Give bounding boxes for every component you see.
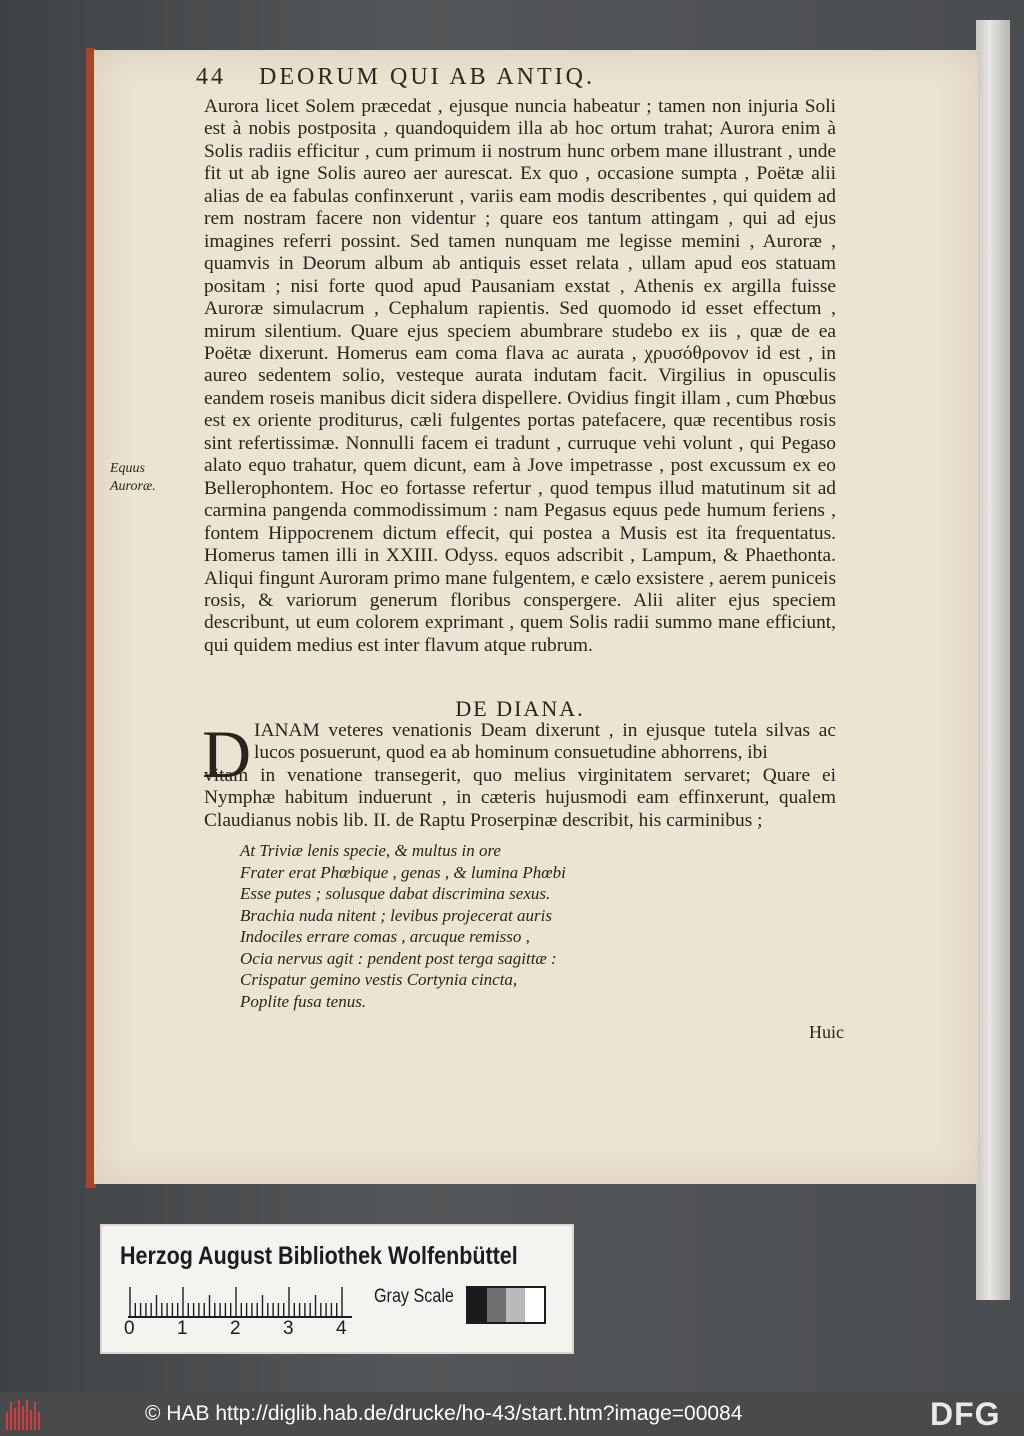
footer-bar bbox=[0, 1392, 1024, 1436]
verse-line: Indociles errare comas , arcuque remisso , bbox=[240, 927, 530, 946]
verse-line: At Triviæ lenis specie, & multus in ore bbox=[240, 841, 501, 860]
verse-block bbox=[240, 840, 760, 1012]
paragraph-diana: vitam in venatione transegerit, quo melius virginitatem servaret; Quare ei Nymphæ habitum induerunt , in cæteris hujusmodi eam effinxerunt, qualem Claudianus nobis lib. II. de Raptu Proserpinæ describit, his carminibus ; bbox=[204, 765, 836, 831]
running-header bbox=[196, 64, 796, 96]
verse-line: Crispatur gemino vestis Cortynia cincta, bbox=[240, 970, 518, 989]
next-page-leaf bbox=[976, 20, 1010, 1300]
gray-swatch bbox=[487, 1288, 506, 1322]
gray-scale-label: Gray Scale bbox=[374, 1286, 454, 1307]
gray-scale-swatches bbox=[466, 1286, 546, 1324]
section-title: DE DIANA. bbox=[455, 696, 585, 721]
paragraph-diana-start: IANAM veteres venationis Deam dixerunt , in ejusque tutela silvas ac lucos posuerunt, quod ea ab hominum consuetudine abhorrens, ibi bbox=[254, 720, 836, 764]
page-number: 44 bbox=[196, 64, 226, 90]
verse-line: Esse putes ; solusque dabat discrimina sexus. bbox=[240, 884, 551, 903]
verse-line: Frater erat Phœbique , genas , & lumina Phœbi bbox=[240, 862, 566, 882]
catchword: Huic bbox=[809, 1022, 844, 1042]
paragraph-aurora: Aurora licet Solem præcedat , ejusque nuncia habeatur ; tamen non injuria Soli est à nobis postposita , quandoquidem illa ab hoc ortum trahat; Aurora enim à Solis radiis efficitur , cum primum ii nostrum hunc orbem mane illustrant , unde fit ut ab igne Solis aureo aer aurescat. Ex quo , occasione sumpta , Poëtæ alii alias de ea fabulas confinxerunt , variis eam modis describentes , qui quidem ad rem nostram facere non videntur ; quare eos tantum attingam , qui ad ejus imagines referri possint. Sed tamen nunquam me legisse memini , Auroræ , quamvis in Deorum album ab antiquis esset relata , ullam apud eos statuam positam ; nisi forte quod apud Pausaniam exstat , Athenis ex argilla fuisse Auroræ simulacrum , Cephalum rapientis. Sed quomodo id esset effectum , mirum silentium. Quare ejus speciem abumbrare studebo ex iis , quæ de ea Poëtæ dixerunt. Homerus eam coma flava ac aurata , χρυσόθρονον id est , in aureo sedentem solio, vesteque aurata indutam facit. Virgilius in opusculis eandem roseis manibus dicit sidera dispellere. Ovidius fingit illam , cum Phœbus est ex oriente proditurus, cæli fulgentes portas patefacere, quæ recentibus rosis sint refertissimæ. Nonnulli facem ei tradunt , curruque vehi volunt , qui Pegaso alato equo trahatur, quem dicunt, eam à Jove impetrasse , post excussum ex eo Bellerophontem. Hoc eo fortasse refertur , quod tempus illud matutinum sit ad carmina pangenda commodissimum : nam Pegasus equus pede humum feriens , fontem Hippocrenem dictum effecit, qui postea a Musis est ita frequentatus. Homerus tamen illi in XXIII. Odyss. equos adscribit , Lampum, & Phaethonta. Aliqui fingunt Auroram primo mane fulgentem, e cælo exsistere , aerem puniceis rosis, & variorum generum floribus conspergere. Alii aliter ejus speciem describunt, ut eum colorem exprimant , quem Solis radii summo mane efficiunt, qui quidem medius est inter flavum atque rubrum. bbox=[204, 96, 836, 656]
gray-swatch bbox=[525, 1288, 544, 1322]
ruler-numbers bbox=[124, 1318, 364, 1340]
gray-swatch bbox=[506, 1288, 525, 1322]
margin-note: Equus Auroræ. bbox=[110, 461, 156, 494]
running-head-title: DEORUM QUI AB ANTIQ. bbox=[259, 64, 595, 90]
dfg-logo: DFG bbox=[930, 1396, 1001, 1432]
measurement-ruler bbox=[128, 1284, 358, 1318]
gray-swatch bbox=[468, 1288, 487, 1322]
copyright-link[interactable]: © HAB http://diglib.hab.de/drucke/ho-43/start.htm?image=00084 bbox=[145, 1402, 743, 1425]
ruler-number: 2 bbox=[230, 1318, 241, 1339]
library-name: Herzog August Bibliothek Wolfenbüttel bbox=[120, 1242, 518, 1270]
library-label-card bbox=[100, 1224, 574, 1354]
ruler-number: 3 bbox=[283, 1318, 294, 1339]
drop-capital: D bbox=[202, 716, 252, 792]
verse-line: Ocia nervus agit : pendent post terga sagittæ : bbox=[240, 948, 557, 968]
verse-line: Poplite fusa tenus. bbox=[240, 991, 367, 1011]
ruler-number: 0 bbox=[124, 1318, 135, 1339]
hab-logo-icon bbox=[6, 1398, 48, 1430]
ruler-number: 1 bbox=[177, 1318, 188, 1339]
verse-line: Brachia nuda nitent ; levibus projecerat auris bbox=[240, 905, 552, 925]
ruler-number: 4 bbox=[336, 1318, 347, 1339]
